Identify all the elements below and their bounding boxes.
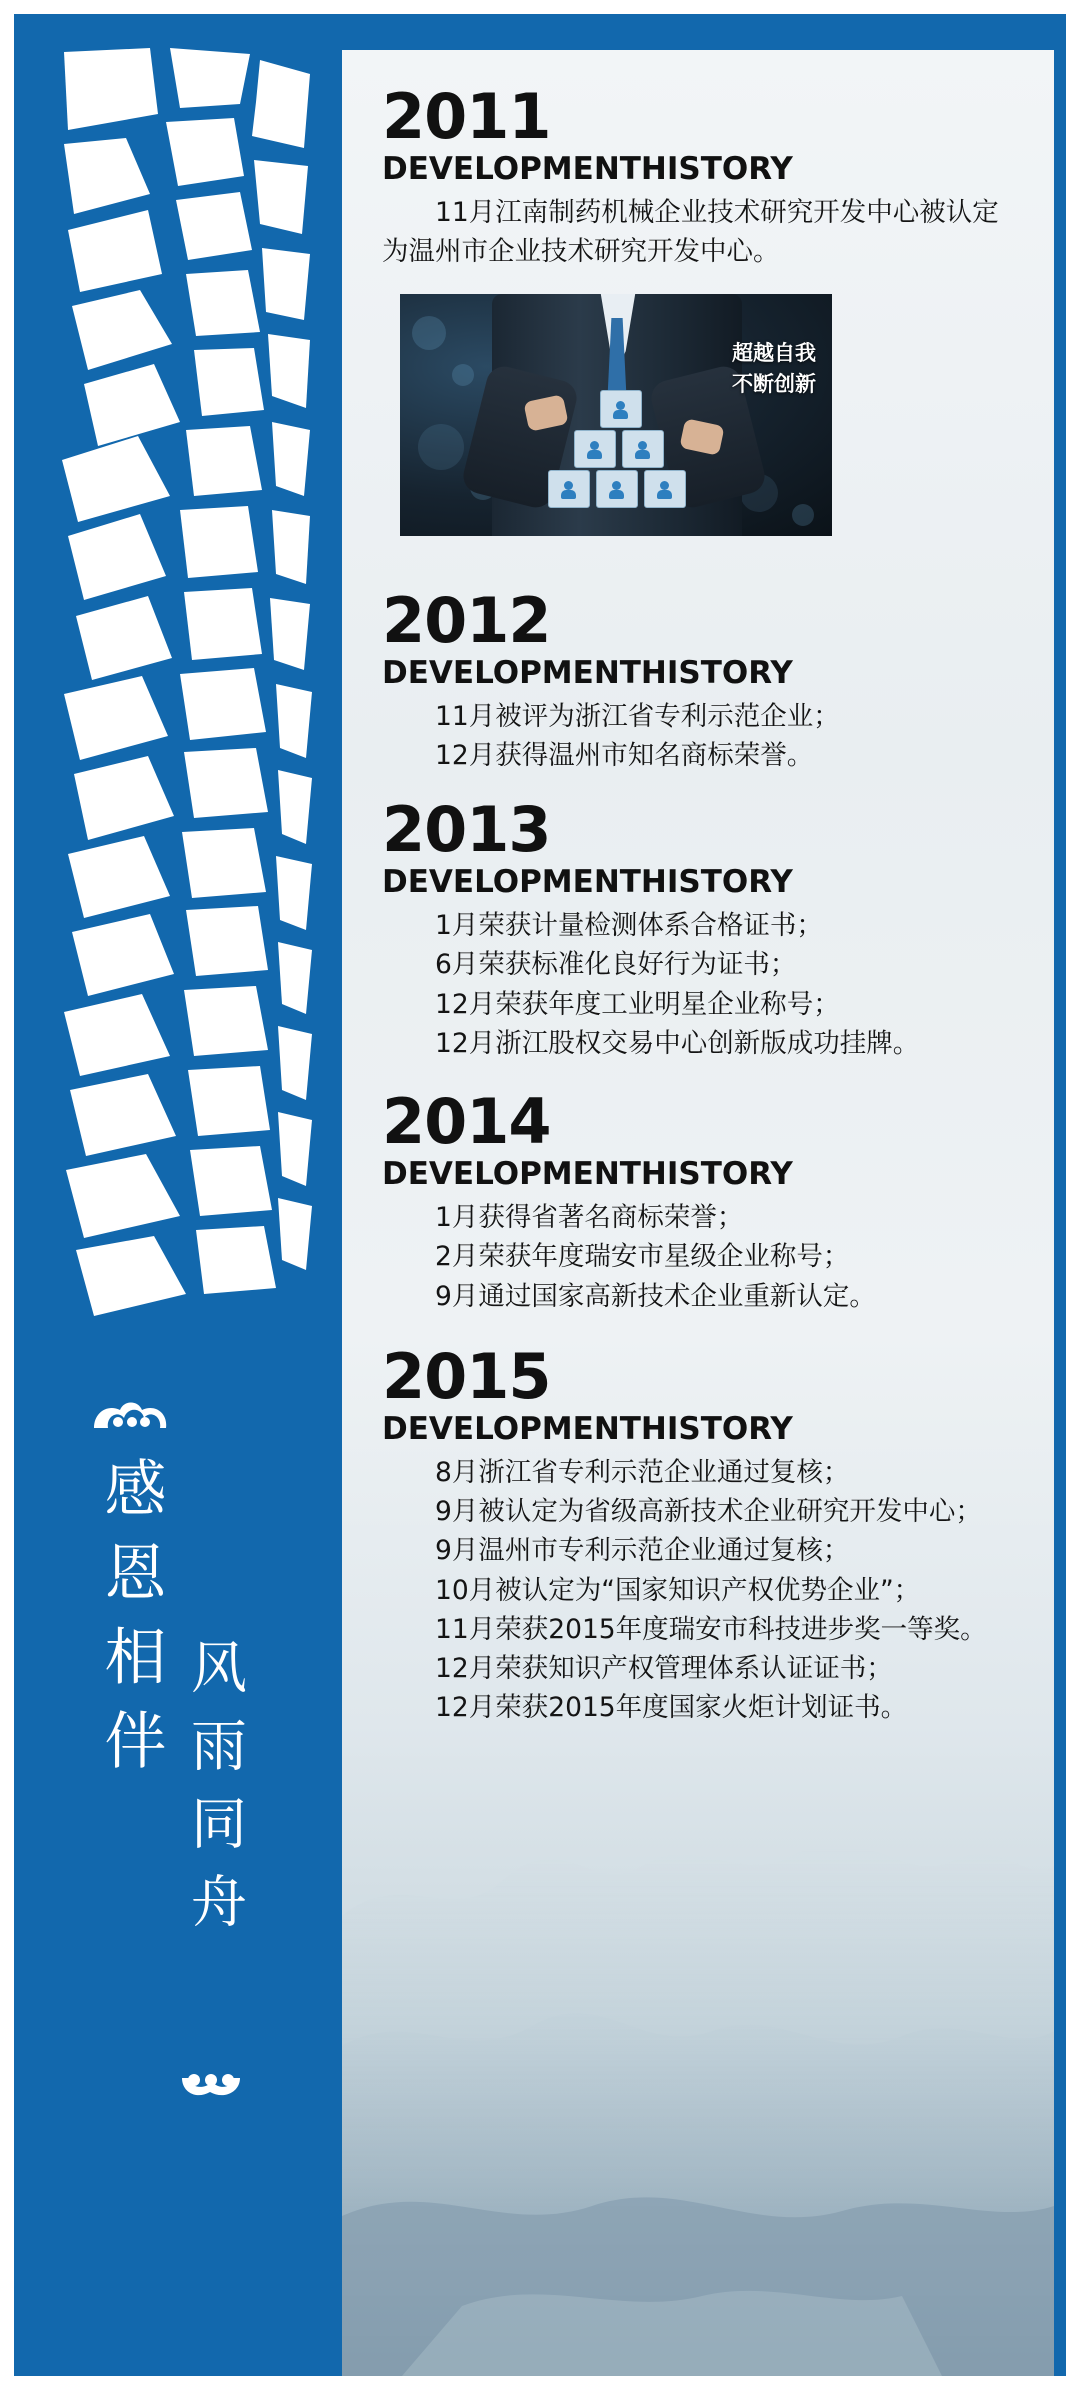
photo-overlay-text — [732, 338, 816, 401]
content-panel — [342, 50, 1054, 2376]
entry-paragraph: 12月荣获2015年度国家火炬计划证书。 — [435, 1692, 908, 1724]
entry-paragraph: 10月被认定为“国家知识产权优势企业”； — [435, 1574, 921, 1606]
subtitle-2015: DEVELOPMENTHISTORY — [382, 1410, 793, 1447]
entry-paragraph: 1月荣获计量检测体系合格证书； — [435, 910, 823, 942]
slogan-vertical-text — [28, 1388, 342, 2288]
subtitle-2011: DEVELOPMENTHISTORY — [382, 151, 793, 188]
year-heading-2013: 2013 — [382, 793, 551, 867]
entry-paragraph: 2月荣获年度瑞安市星级企业称号； — [435, 1241, 850, 1273]
cloud-ornament-bottom-icon — [176, 2068, 246, 2104]
subtitle-2014: DEVELOPMENTHISTORY — [382, 1156, 793, 1193]
entry-paragraph: 9月温州市专利示范企业通过复核； — [435, 1535, 850, 1567]
subtitle-2013: DEVELOPMENTHISTORY — [382, 864, 793, 901]
photo-headline-line2: 不断创新 — [732, 372, 816, 397]
entry-paragraph: 12月获得温州市知名商标荣誉。 — [435, 739, 814, 771]
entry-paragraph: 11月被评为浙江省专利示范企业； — [435, 700, 840, 732]
entry-paragraph: 8月浙江省专利示范企业通过复核； — [435, 1456, 850, 1488]
photo-headline-line1: 超越自我 — [732, 340, 816, 365]
timeline-entry-2011 — [382, 80, 1010, 536]
timeline-entry-2014 — [382, 1085, 1010, 1316]
entry-paragraph: 11月江南制药机械企业技术研究开发中心被认定为温州市企业技术研究开发中心。 — [382, 197, 999, 268]
timeline-entry-2015 — [382, 1339, 1010, 1728]
entry-paragraph: 6月荣获标准化良好行为证书； — [435, 949, 797, 981]
cloud-ornament-icon — [90, 1398, 170, 1438]
entry-paragraph: 11月荣获2015年度瑞安市科技进步奖一等奖。 — [435, 1613, 987, 1645]
lattice-pattern-decoration — [54, 44, 316, 1334]
year-heading-2011: 2011 — [382, 80, 551, 153]
entry-paragraph: 9月通过国家高新技术企业重新认定。 — [435, 1280, 876, 1312]
entry-paragraph: 9月被认定为省级高新技术企业研究开发中心； — [435, 1496, 982, 1528]
teamwork-photo — [400, 294, 832, 536]
slogan-text-right: 感恩相伴 — [95, 1456, 163, 1792]
entry-paragraph: 12月荣获知识产权管理体系认证证书； — [435, 1652, 893, 1684]
timeline-entry-2013 — [382, 793, 1010, 1063]
year-heading-2012: 2012 — [382, 583, 551, 657]
mountain-background-illustration — [342, 1616, 1054, 2376]
timeline-entry-2012 — [382, 583, 1010, 776]
timeline-list — [342, 50, 1054, 1727]
subtitle-2012: DEVELOPMENTHISTORY — [382, 654, 793, 691]
slogan-text-left: 风雨同舟 — [183, 1638, 245, 1950]
entry-paragraph: 1月获得省著名商标荣誉； — [435, 1202, 744, 1234]
left-decorative-column — [28, 28, 342, 2390]
entry-paragraph: 12月浙江股权交易中心创新版成功挂牌。 — [435, 1027, 920, 1059]
entry-paragraph: 12月荣获年度工业明星企业称号； — [435, 988, 840, 1020]
year-heading-2015: 2015 — [382, 1339, 551, 1413]
year-heading-2014: 2014 — [382, 1085, 551, 1159]
